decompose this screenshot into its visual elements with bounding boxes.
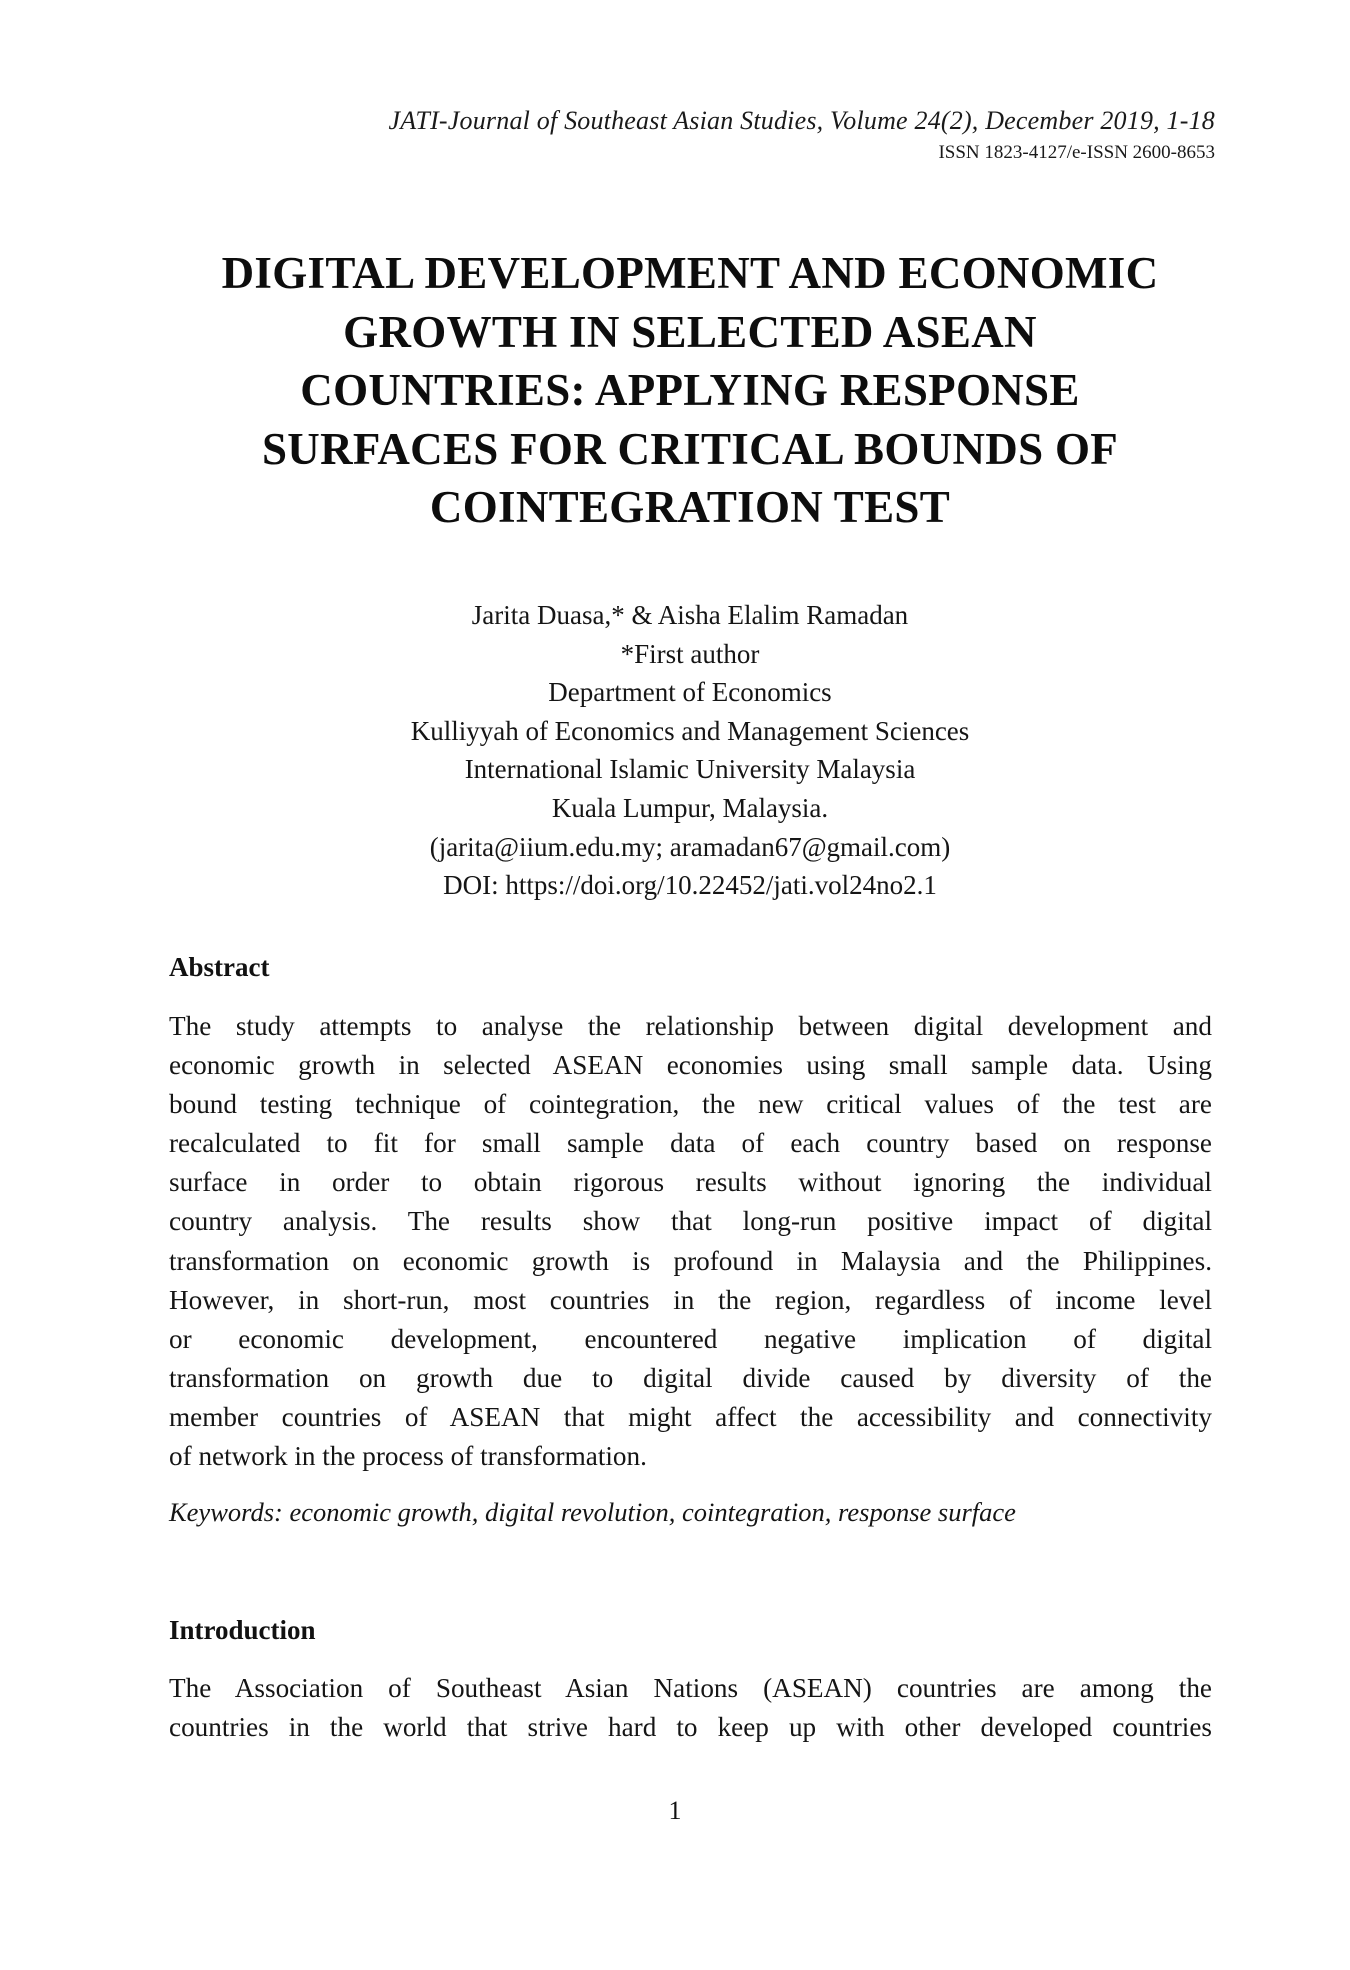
journal-running-head: JATI-Journal of Southeast Asian Studies, Volume 24(2), December 2019, 1-18 [388,106,1215,135]
page-number: 1 [668,1796,682,1825]
university: International Islamic University Malaysia [464,754,916,785]
faculty: Kulliyyah of Economics and Management Sciences [410,715,970,746]
abstract-line: transformation on economic growth is profound in Malaysia and the Philippines. [169,1245,1212,1276]
abstract-line: of network in the process of transformation. [169,1441,647,1472]
abstract-line: country analysis. The results show that long-run positive impact of digital [169,1206,1212,1237]
keywords: Keywords: economic growth, digital revolution, cointegration, response surface [169,1497,1016,1527]
abstract-line: or economic development, encountered negative implication of digital [169,1323,1212,1354]
abstract-line: bound testing technique of cointegration, the new critical values of the test are [169,1089,1212,1120]
abstract-body [169,1007,1212,1476]
location: Kuala Lumpur, Malaysia. [551,792,829,823]
department: Department of Economics [548,677,832,708]
title-line: COINTEGRATION TEST [429,482,951,532]
introduction-line: The Association of Southeast Asian Nations (ASEAN) countries are among the [169,1673,1212,1703]
abstract-line: However, in short-run, most countries in the region, regardless of income level [169,1284,1212,1315]
title-line: DIGITAL DEVELOPMENT AND ECONOMIC [221,248,1159,298]
abstract-line: economic growth in selected ASEAN economies using small sample data. Using [169,1050,1212,1081]
introduction-body [169,1669,1212,1747]
abstract-line: member countries of ASEAN that might affect the accessibility and connectivity [169,1401,1212,1432]
abstract-line: The study attempts to analyse the relationship between digital development and [169,1011,1212,1041]
first-author-note: *First author [620,638,760,669]
introduction-line: countries in the world that strive hard to keep up with other developed countries [169,1712,1212,1743]
title-line: GROWTH IN SELECTED ASEAN [343,306,1037,357]
author-names: Jarita Duasa,* & Aisha Elalim Ramadan [471,600,909,630]
title-line: COUNTRIES: APPLYING RESPONSE [300,365,1080,415]
author-emails: (jarita@iium.edu.my; aramadan67@gmail.com) [429,831,951,862]
doi-link: DOI: https://doi.org/10.22452/jati.vol24no2.1 [443,870,937,901]
author-block [300,596,1080,905]
paper-title [160,244,1220,537]
abstract-line: recalculated to fit for small sample data of each country based on response [169,1128,1212,1159]
abstract-line: transformation on growth due to digital divide caused by diversity of the [169,1362,1212,1393]
abstract-line: surface in order to obtain rigorous results without ignoring the individual [169,1167,1212,1198]
introduction-heading: Introduction [169,1615,316,1645]
abstract-heading: Abstract [169,952,270,982]
title-line: SURFACES FOR CRITICAL BOUNDS OF [261,423,1119,474]
issn-line: ISSN 1823-4127/e-ISSN 2600-8653 [938,142,1215,163]
